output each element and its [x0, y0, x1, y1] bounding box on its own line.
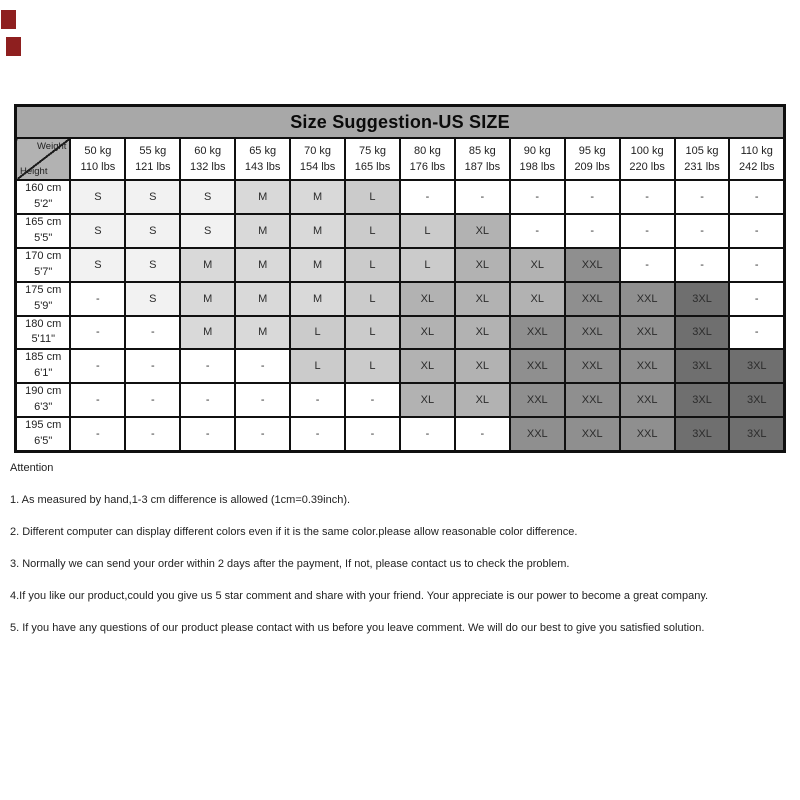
size-cell: XL [455, 248, 510, 282]
weight-header: 85 kg 187 lbs [455, 138, 510, 180]
size-cell: XL [455, 282, 510, 316]
size-cell: XL [400, 349, 455, 383]
height-header: 170 cm 5'7" [16, 248, 71, 282]
size-cell-empty: - [729, 316, 784, 350]
size-cell: 3XL [729, 417, 784, 451]
size-cell: XXL [510, 316, 565, 350]
size-cell: L [290, 316, 345, 350]
size-cell-empty: - [70, 349, 125, 383]
size-cell: M [235, 316, 290, 350]
weight-header: 70 kg 154 lbs [290, 138, 345, 180]
size-cell: XXL [565, 349, 620, 383]
size-cell-empty: - [455, 180, 510, 214]
size-cell: M [180, 282, 235, 316]
size-cell-empty: - [675, 214, 730, 248]
attention-section [10, 462, 800, 654]
weight-axis-label: Weight [37, 141, 67, 152]
size-cell: 3XL [729, 349, 784, 383]
size-cell-empty: - [290, 383, 345, 417]
weight-header: 105 kg 231 lbs [675, 138, 730, 180]
size-cell-empty: - [125, 316, 180, 350]
size-cell: L [345, 180, 400, 214]
height-header: 195 cm 6'5" [16, 417, 71, 451]
attention-item: 2. Different computer can display different colors even if it is the same color.please allow reasonable color difference. [10, 526, 578, 538]
size-cell: M [290, 180, 345, 214]
size-cell-empty: - [729, 180, 784, 214]
size-cell: M [235, 282, 290, 316]
size-cell: S [180, 180, 235, 214]
size-cell: XL [455, 214, 510, 248]
size-cell: S [70, 180, 125, 214]
table-row [16, 383, 785, 417]
red-square-icon [1, 10, 16, 29]
weight-header: 50 kg 110 lbs [70, 138, 125, 180]
height-header: 180 cm 5'11" [16, 316, 71, 350]
red-square-icon [6, 37, 21, 56]
size-cell-empty: - [70, 417, 125, 451]
size-cell-empty: - [675, 248, 730, 282]
table-row [16, 214, 785, 248]
height-axis-label: Height [20, 166, 48, 177]
size-cell-empty: - [125, 349, 180, 383]
attention-list [10, 494, 800, 634]
size-cell: XXL [620, 417, 675, 451]
size-cell: XXL [620, 349, 675, 383]
table-row [16, 316, 785, 350]
size-cell-empty: - [290, 417, 345, 451]
table-title: Size Suggestion-US SIZE [16, 106, 785, 139]
size-cell: L [290, 349, 345, 383]
size-cell: M [180, 248, 235, 282]
size-cell-empty: - [620, 180, 675, 214]
size-cell: XXL [510, 349, 565, 383]
attention-item: 4.If you like our product,could you give us 5 star comment and share with your friend. Your appreciate is our power to become a great company. [10, 590, 709, 602]
size-cell: S [180, 214, 235, 248]
size-cell-empty: - [400, 417, 455, 451]
size-cell: XXL [565, 316, 620, 350]
size-cell-empty: - [729, 248, 784, 282]
size-cell-empty: - [400, 180, 455, 214]
size-cell: 3XL [675, 282, 730, 316]
size-cell-empty: - [125, 383, 180, 417]
weight-header: 65 kg 143 lbs [235, 138, 290, 180]
weight-header: 95 kg 209 lbs [565, 138, 620, 180]
size-cell: 3XL [675, 316, 730, 350]
size-cell: XXL [565, 383, 620, 417]
size-cell: 3XL [729, 383, 784, 417]
weight-header: 100 kg 220 lbs [620, 138, 675, 180]
size-cell: XL [455, 383, 510, 417]
size-cell: XL [455, 349, 510, 383]
size-cell: L [400, 214, 455, 248]
size-cell: 3XL [675, 417, 730, 451]
size-cell: XXL [510, 417, 565, 451]
weight-header: 75 kg 165 lbs [345, 138, 400, 180]
size-cell-empty: - [675, 180, 730, 214]
size-cell-empty: - [345, 417, 400, 451]
size-cell: M [290, 214, 345, 248]
size-cell: XXL [620, 383, 675, 417]
attention-item: 3. Normally we can send your order within 2 days after the payment, If not, please contact us to check the problem. [10, 558, 570, 570]
size-cell-empty: - [345, 383, 400, 417]
size-cell: M [180, 316, 235, 350]
size-cell: L [345, 316, 400, 350]
size-cell-empty: - [510, 214, 565, 248]
size-cell: XL [400, 316, 455, 350]
size-cell-empty: - [180, 383, 235, 417]
size-cell-empty: - [235, 417, 290, 451]
height-header: 160 cm 5'2" [16, 180, 71, 214]
size-cell: XXL [565, 417, 620, 451]
height-header: 175 cm 5'9" [16, 282, 71, 316]
height-header: 185 cm 6'1" [16, 349, 71, 383]
size-cell: XXL [620, 282, 675, 316]
size-cell-empty: - [565, 214, 620, 248]
size-cell: L [345, 214, 400, 248]
size-cell-empty: - [729, 282, 784, 316]
table-row [16, 180, 785, 214]
size-cell-empty: - [620, 214, 675, 248]
size-cell: XXL [565, 248, 620, 282]
size-cell: S [70, 214, 125, 248]
size-cell: S [125, 282, 180, 316]
weight-header-row [16, 138, 785, 180]
table-row [16, 282, 785, 316]
size-cell: 3XL [675, 383, 730, 417]
size-cell: XXL [620, 316, 675, 350]
attention-heading: Attention [10, 462, 54, 474]
weight-header: 60 kg 132 lbs [180, 138, 235, 180]
size-cell-empty: - [180, 349, 235, 383]
table-row [16, 248, 785, 282]
size-cell: XXL [565, 282, 620, 316]
weight-header: 110 kg 242 lbs [729, 138, 784, 180]
size-cell: XL [510, 248, 565, 282]
size-cell: L [345, 282, 400, 316]
size-chart-table [14, 104, 786, 453]
size-cell-empty: - [510, 180, 565, 214]
size-cell-empty: - [729, 214, 784, 248]
size-cell: M [235, 180, 290, 214]
height-header: 190 cm 6'3" [16, 383, 71, 417]
size-cell-empty: - [235, 383, 290, 417]
size-cell-empty: - [565, 180, 620, 214]
size-cell: L [345, 349, 400, 383]
size-cell: S [70, 248, 125, 282]
size-cell: M [235, 214, 290, 248]
size-cell: XL [510, 282, 565, 316]
size-cell: L [400, 248, 455, 282]
size-cell: XL [400, 383, 455, 417]
size-cell: XL [400, 282, 455, 316]
size-cell-empty: - [125, 417, 180, 451]
size-cell: M [290, 282, 345, 316]
title-row [16, 106, 785, 139]
size-cell: M [235, 248, 290, 282]
attention-item: 5. If you have any questions of our product please contact with us before you leave comment. We will do our best to give you satisfied solution. [10, 622, 705, 634]
size-cell-empty: - [70, 316, 125, 350]
table-row [16, 417, 785, 451]
size-cell-empty: - [180, 417, 235, 451]
weight-header: 80 kg 176 lbs [400, 138, 455, 180]
attention-item: 1. As measured by hand,1-3 cm difference is allowed (1cm=0.39inch). [10, 494, 351, 506]
weight-header: 55 kg 121 lbs [125, 138, 180, 180]
corner-cell [16, 138, 71, 180]
size-cell: L [345, 248, 400, 282]
size-cell-empty: - [235, 349, 290, 383]
size-cell: XXL [510, 383, 565, 417]
size-cell: S [125, 214, 180, 248]
size-cell-empty: - [70, 383, 125, 417]
height-header: 165 cm 5'5" [16, 214, 71, 248]
table-row [16, 349, 785, 383]
size-cell-empty: - [455, 417, 510, 451]
size-cell: M [290, 248, 345, 282]
size-cell: 3XL [675, 349, 730, 383]
size-cell: XL [455, 316, 510, 350]
size-cell: S [125, 180, 180, 214]
size-cell-empty: - [620, 248, 675, 282]
weight-header: 90 kg 198 lbs [510, 138, 565, 180]
size-cell: S [125, 248, 180, 282]
size-cell-empty: - [70, 282, 125, 316]
